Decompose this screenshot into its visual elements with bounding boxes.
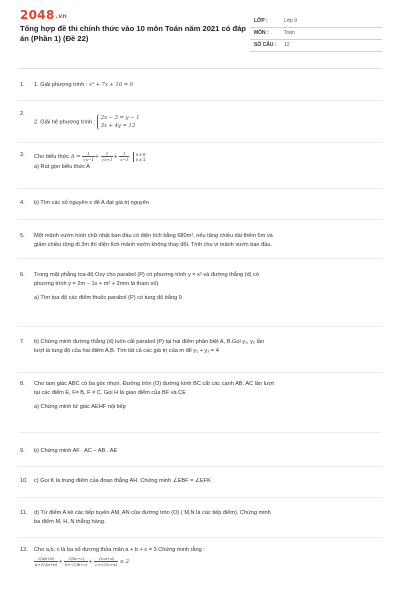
question-11: 11. d) Từ điểm A kẻ các tiếp tuyến AM, AN của đường tròn (O) ( M,N là các tiếp điểm). Chứng minh ba điểm M, H, N thẳng hàng. xyxy=(20,510,271,525)
divider xyxy=(18,100,382,101)
question-2: 2. 2. Giải hệ phương trình : 2x − 3 = y − 1 3x + 4y = 13 xyxy=(20,111,140,129)
question-9: 9. b) Chứng minh AF . AC − AB . AE xyxy=(20,448,118,454)
divider xyxy=(18,188,382,189)
question-12: 12. Cho a,b, c là ba số dương thỏa mãn a + b + c = 3.Chứng minh rằng : $\frac{√(ab+b)}{a+√(3a+b)}$ + $\frac{√(bc+c)}{b+√(3b+c)}$ + $\frac{√(ca+a)}{c+√(3c+a)}$ ≥ 2 xyxy=(20,547,205,567)
meta-row-count: SỐ CÂU : 12 xyxy=(250,40,382,52)
question-8: 8. Cho tam giác ABC có ba góc nhọn. Đường tròn (O) đường kính BC cắt các cạnh AB, AC lần lượt tại các điểm E, F≠ B, F ≠ C. Gọi H là giao điểm của BF và CE a) Chứng minh tứ giác AEHF nội tiếp xyxy=(20,381,274,410)
header xyxy=(0,0,400,64)
divider xyxy=(18,466,382,467)
divider xyxy=(18,497,382,498)
meta-row-subject: MÔN : Toán xyxy=(250,28,382,40)
question-5: 5. Một mảnh vườn hình chữ nhật ban đầu có diện tích bằng 680m², nếu tăng chiều dài thêm 6m và giảm chiều rộng đi 3m thì diện tích mảnh vườn không thay đổi. Tính chu vi mảnh vườn ban đầu. xyxy=(20,233,273,248)
divider xyxy=(18,537,382,538)
question-4: 4. b) Tìm các số nguyên x để A đạt giá trị nguyên xyxy=(20,200,149,206)
divider xyxy=(18,432,382,433)
meta-row-class: LỚP : Lớp 9 xyxy=(250,16,382,28)
question-7: 7. b) Chứng minh đường thẳng (d) luôn cắt parabol (P) tại hai điểm phân biệt A, B.Gọi y₁, y₂ lần lượt là tung độ của hai điểm A,B. Tìm tất cả các giá trị của m để y₁ + y₂ = 4 xyxy=(20,339,265,354)
header-divider xyxy=(18,68,382,69)
site-logo[interactable]: 2048.vn xyxy=(20,8,67,22)
question-6: 6. Trong mặt phẳng tọa độ Oxy cho parabol (P) có phương trình y = x² và đường thẳng (d) có phương trình y = 2m − 1x + m² + 2mm là tham số) a) Tìm tọa độ các điểm thuộc parabol (P) có tung độ bằng 9 xyxy=(20,272,259,301)
divider xyxy=(18,372,382,373)
question-1: 1. 1. Giải phương trình : x³ + 7x + 10 = 0 xyxy=(20,82,134,88)
divider xyxy=(18,258,382,259)
equation-system: 2x − 3 = y − 1 3x + 4y = 13 xyxy=(97,114,140,130)
question-10: 10. c) Gọi K là trung điểm của đoạn thẳng AH. Chứng minh ∠EBF = ∠EFK xyxy=(20,478,211,484)
page-title: Tổng hợp đề thi chính thức vào 10 môn Toán năm 2021 có đáp án (Phần 1) (Đề 22) xyxy=(20,24,246,43)
divider xyxy=(18,326,382,327)
question-3: 3. Cho biểu thức A = $\frac{1}{√x-1}$ + $\frac{1}{√x+1}$ + $\frac{1}{x-1}$ x ≥ 0 x ≠ 1 a) Rút gọn biểu thức A xyxy=(20,151,146,170)
divider xyxy=(18,142,382,143)
meta-table xyxy=(250,16,382,52)
divider xyxy=(18,219,382,220)
